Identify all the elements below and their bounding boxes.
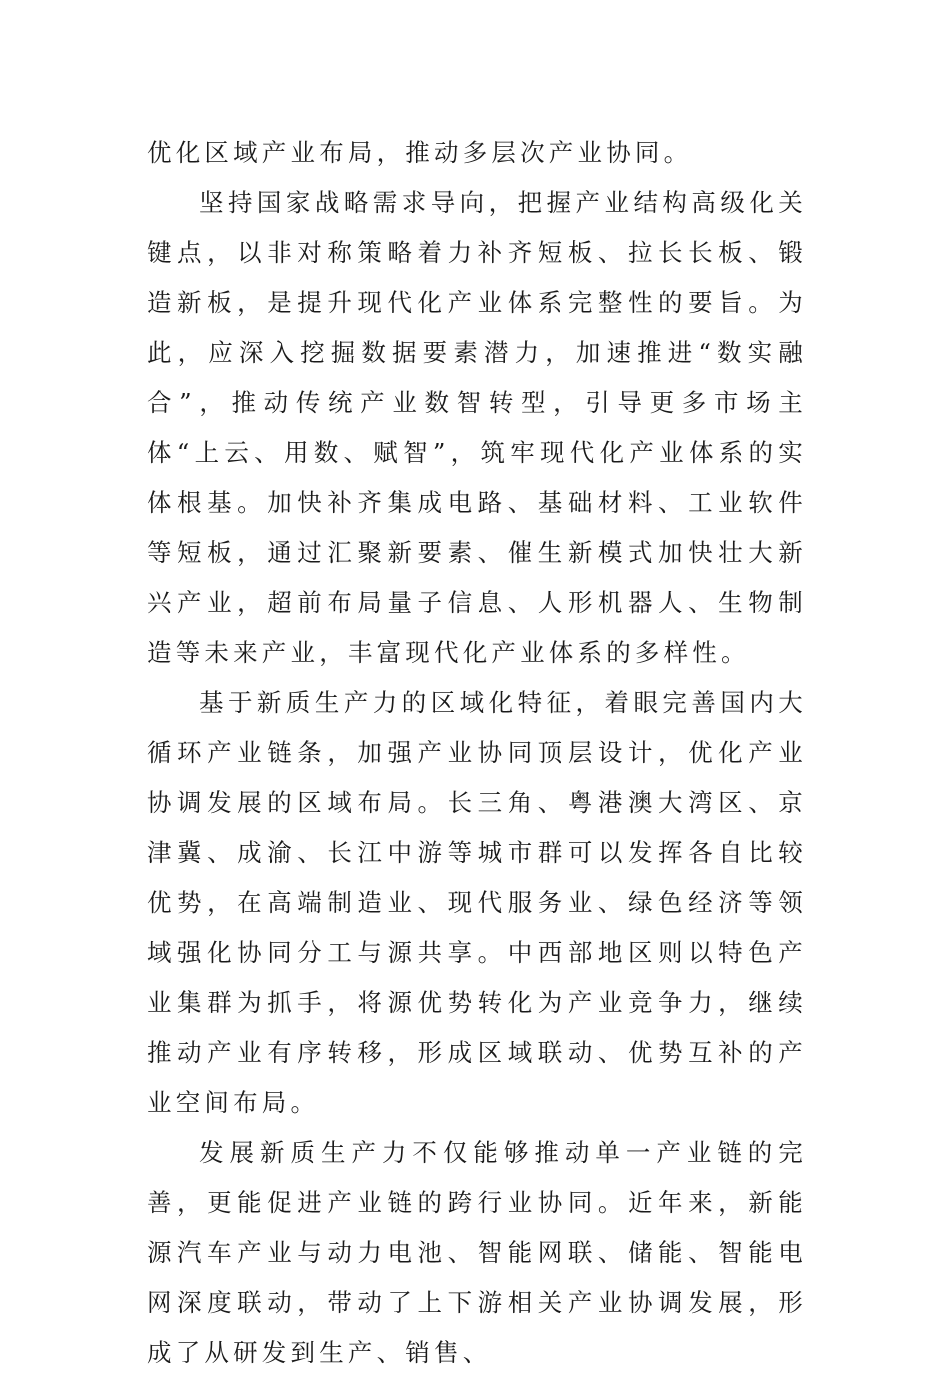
paragraph-3: 基于新质生产力的区域化特征，着眼完善国内大循环产业链条，加强产业协同顶层设计，优化产业协调发展的区域布局。长三角、粤港澳大湾区、京津冀、成渝、长江中游等城市群可以发挥各自比较优势，在高端制造业、现代服务业、绿色经济等领域强化协同分工与源共享。中西部地区则以特色产业集群为抓手，将源优势转化为产业竞争力，继续推动产业有序转移，形成区域联动、优势互补的产业空间布局。	[147, 688, 807, 1117]
paragraph-4: 发展新质生产力不仅能够推动单一产业链的完善，更能促进产业链的跨行业协同。近年来，新能源汽车产业与动力电池、智能网联、储能、智能电网深度联动，带动了上下游相关产业协调发展，形成了从研发到生产、销售、	[147, 1138, 807, 1367]
paragraph-1: 优化区域产业布局，推动多层次产业协同。	[147, 138, 693, 167]
document-body	[147, 128, 807, 1378]
paragraph-2: 坚持国家战略需求导向，把握产业结构高级化关键点，以非对称策略着力补齐短板、拉长长板、锻造新板，是提升现代化产业体系完整性的要旨。为此，应深入挖掘数据要素潜力，加速推进“数实融合”，推动传统产业数智转型，引导更多市场主体“上云、用数、赋智”，筑牢现代化产业体系的实体根基。加快补齐集成电路、基础材料、工业软件等短板，通过汇聚新要素、催生新模式加快壮大新兴产业，超前布局量子信息、人形机器人、生物制造等未来产业，丰富现代化产业体系的多样性。	[147, 188, 807, 667]
